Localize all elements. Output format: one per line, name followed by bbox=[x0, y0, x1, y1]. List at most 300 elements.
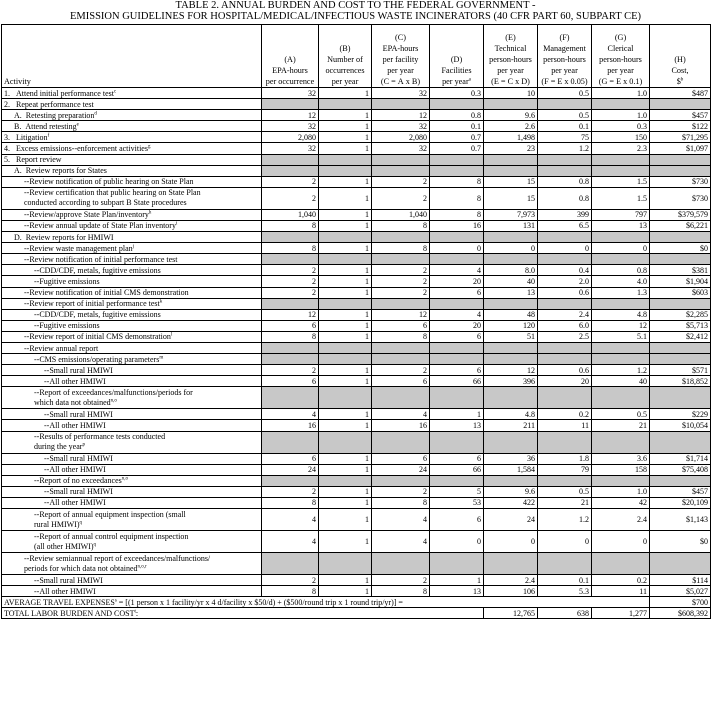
value-cell: 1 bbox=[319, 132, 372, 143]
activity-cell: A. Retesting preparation$^d$ bbox=[2, 110, 262, 121]
total-f: 638 bbox=[538, 608, 592, 619]
value-cell bbox=[430, 431, 484, 453]
value-cell: 15 bbox=[484, 176, 538, 187]
value-cell: 150 bbox=[592, 132, 650, 143]
value-cell: 12 bbox=[372, 110, 430, 121]
value-cell bbox=[484, 553, 538, 575]
footnote-marker: q bbox=[79, 519, 83, 525]
value-cell: 131 bbox=[484, 220, 538, 231]
activity-cell: --Review/approve State Plan/inventory$^h$ bbox=[2, 209, 262, 220]
value-cell: 0.8 bbox=[592, 265, 650, 276]
value-cell: 32 bbox=[262, 121, 319, 132]
table-row bbox=[2, 309, 711, 320]
value-cell bbox=[372, 165, 430, 176]
value-cell bbox=[538, 553, 592, 575]
header-col-2: (B) Number of occurrences per year bbox=[319, 25, 372, 88]
value-cell bbox=[538, 254, 592, 265]
value-cell: 0.7 bbox=[430, 143, 484, 154]
value-cell: 8 bbox=[430, 187, 484, 209]
value-cell: $0 bbox=[650, 531, 711, 553]
value-cell: 10 bbox=[484, 88, 538, 99]
value-cell bbox=[484, 154, 538, 165]
value-cell: 8 bbox=[262, 586, 319, 597]
value-cell: 1 bbox=[319, 287, 372, 298]
value-cell bbox=[484, 254, 538, 265]
activity-cell: --Review certification that public hearing on State Plan conducted according to subpart B State procedures bbox=[2, 187, 262, 209]
activity-cell: --Results of performance tests conducted during the year$^p$ bbox=[2, 431, 262, 453]
value-cell bbox=[650, 387, 711, 409]
value-cell: 15 bbox=[484, 187, 538, 209]
value-cell: 0 bbox=[538, 243, 592, 254]
value-cell bbox=[484, 99, 538, 110]
value-cell: 4 bbox=[372, 409, 430, 420]
value-cell: 1 bbox=[319, 509, 372, 531]
value-cell: 2 bbox=[372, 365, 430, 376]
value-cell: 32 bbox=[262, 88, 319, 99]
value-cell: 20 bbox=[430, 320, 484, 331]
burden-table bbox=[1, 24, 711, 619]
value-cell bbox=[592, 354, 650, 365]
value-cell bbox=[484, 165, 538, 176]
value-cell: 1 bbox=[319, 575, 372, 586]
value-cell: 2 bbox=[262, 486, 319, 497]
value-cell bbox=[538, 298, 592, 309]
value-cell bbox=[650, 165, 711, 176]
value-cell: 1 bbox=[319, 365, 372, 376]
value-cell bbox=[650, 431, 711, 453]
value-cell: 0 bbox=[592, 531, 650, 553]
value-cell: 1 bbox=[430, 575, 484, 586]
value-cell bbox=[372, 99, 430, 110]
value-cell: 2.4 bbox=[484, 575, 538, 586]
footnote-marker: q bbox=[93, 541, 97, 547]
footnote-marker: f bbox=[47, 133, 50, 139]
value-cell: 1 bbox=[319, 143, 372, 154]
value-cell: $1,143 bbox=[650, 509, 711, 531]
value-cell: 1,040 bbox=[372, 209, 430, 220]
activity-cell: --Report of no exceedances$^{n,o}$ bbox=[2, 475, 262, 486]
value-cell: 4.0 bbox=[592, 276, 650, 287]
value-cell: 6 bbox=[430, 331, 484, 342]
value-cell: 6 bbox=[430, 287, 484, 298]
value-cell: 13 bbox=[484, 287, 538, 298]
value-cell: 1,584 bbox=[484, 464, 538, 475]
value-cell bbox=[430, 154, 484, 165]
value-cell: 158 bbox=[592, 464, 650, 475]
value-cell: $75,408 bbox=[650, 464, 711, 475]
header-col-3: (C) EPA-hours per facility per year (C = A x B) bbox=[372, 25, 430, 88]
value-cell: 2 bbox=[262, 575, 319, 586]
value-cell: 4 bbox=[372, 509, 430, 531]
value-cell bbox=[430, 354, 484, 365]
value-cell: 1 bbox=[319, 409, 372, 420]
value-cell bbox=[430, 165, 484, 176]
value-cell: 24 bbox=[484, 509, 538, 531]
value-cell bbox=[319, 387, 372, 409]
activity-cell: --CDD/CDF, metals, fugitive emissions bbox=[2, 309, 262, 320]
value-cell: 66 bbox=[430, 464, 484, 475]
value-cell bbox=[592, 232, 650, 243]
value-cell: 32 bbox=[372, 143, 430, 154]
footnote-marker: l bbox=[170, 332, 173, 338]
footnote-marker: g bbox=[147, 144, 151, 150]
table-row bbox=[2, 232, 711, 243]
value-cell: 4.8 bbox=[592, 309, 650, 320]
table-row bbox=[2, 276, 711, 287]
value-cell: 51 bbox=[484, 331, 538, 342]
value-cell: 2 bbox=[262, 176, 319, 187]
total-e: 12,765 bbox=[484, 608, 538, 619]
value-cell bbox=[430, 254, 484, 265]
value-cell: 0.3 bbox=[430, 88, 484, 99]
table-row bbox=[2, 154, 711, 165]
table-title bbox=[0, 0, 711, 24]
table-row bbox=[2, 553, 711, 575]
value-cell: 1 bbox=[319, 464, 372, 475]
value-cell bbox=[650, 553, 711, 575]
value-cell bbox=[262, 354, 319, 365]
table-row bbox=[2, 420, 711, 431]
value-cell: 6 bbox=[262, 320, 319, 331]
value-cell: 9.6 bbox=[484, 110, 538, 121]
value-cell bbox=[538, 165, 592, 176]
value-cell: 21 bbox=[592, 420, 650, 431]
value-cell: 1.8 bbox=[538, 453, 592, 464]
value-cell bbox=[484, 232, 538, 243]
value-cell: 797 bbox=[592, 209, 650, 220]
value-cell: 2.5 bbox=[538, 331, 592, 342]
value-cell: 5.3 bbox=[538, 586, 592, 597]
activity-cell: 1. Attend initial performance test$^c$ bbox=[2, 88, 262, 99]
value-cell: 8 bbox=[262, 220, 319, 231]
table-row bbox=[2, 331, 711, 342]
activity-cell: 5. Report review bbox=[2, 154, 262, 165]
value-cell: 1.0 bbox=[592, 486, 650, 497]
value-cell: 1 bbox=[319, 320, 372, 331]
travel-cost: $700 bbox=[650, 597, 711, 608]
value-cell: 1 bbox=[319, 220, 372, 231]
header-col-5: (E) Technical person-hours per year (E = C x D) bbox=[484, 25, 538, 88]
value-cell: $2,285 bbox=[650, 309, 711, 320]
value-cell bbox=[484, 387, 538, 409]
table-row bbox=[2, 409, 711, 420]
activity-cell: --Small rural HMIWI bbox=[2, 365, 262, 376]
value-cell: $487 bbox=[650, 88, 711, 99]
value-cell bbox=[592, 154, 650, 165]
value-cell: 1 bbox=[319, 243, 372, 254]
footnote-marker: e bbox=[76, 122, 79, 128]
value-cell: 120 bbox=[484, 320, 538, 331]
value-cell: 1 bbox=[319, 331, 372, 342]
value-cell bbox=[592, 298, 650, 309]
value-cell bbox=[262, 342, 319, 353]
value-cell bbox=[319, 232, 372, 243]
value-cell: 42 bbox=[592, 497, 650, 508]
value-cell bbox=[430, 99, 484, 110]
value-cell: $6,221 bbox=[650, 220, 711, 231]
value-cell: 0.2 bbox=[592, 575, 650, 586]
value-cell bbox=[430, 342, 484, 353]
value-cell bbox=[592, 99, 650, 110]
value-cell: 16 bbox=[372, 420, 430, 431]
value-cell bbox=[592, 254, 650, 265]
value-cell: 0.5 bbox=[538, 110, 592, 121]
value-cell bbox=[650, 342, 711, 353]
activity-cell: --Review notification of initial CMS demonstration bbox=[2, 287, 262, 298]
activity-cell: 3. Litigation$^f$ bbox=[2, 132, 262, 143]
value-cell: 1.3 bbox=[592, 287, 650, 298]
value-cell: $381 bbox=[650, 265, 711, 276]
footnote-marker: p bbox=[82, 442, 85, 448]
footnote-marker: j bbox=[132, 244, 135, 250]
value-cell: 2,080 bbox=[262, 132, 319, 143]
value-cell: 66 bbox=[430, 376, 484, 387]
value-cell: 36 bbox=[484, 453, 538, 464]
value-cell: 1 bbox=[319, 276, 372, 287]
value-cell: 6.0 bbox=[538, 320, 592, 331]
value-cell: 13 bbox=[430, 586, 484, 597]
value-cell: $730 bbox=[650, 176, 711, 187]
value-cell: $18,852 bbox=[650, 376, 711, 387]
value-cell bbox=[538, 99, 592, 110]
value-cell bbox=[592, 165, 650, 176]
table-row bbox=[2, 431, 711, 453]
value-cell: 422 bbox=[484, 497, 538, 508]
value-cell: $457 bbox=[650, 486, 711, 497]
value-cell: 0.5 bbox=[538, 486, 592, 497]
value-cell: 24 bbox=[262, 464, 319, 475]
value-cell bbox=[538, 431, 592, 453]
total-cost: $608,392 bbox=[650, 608, 711, 619]
value-cell bbox=[262, 431, 319, 453]
value-cell: 2.4 bbox=[592, 509, 650, 531]
value-cell bbox=[319, 553, 372, 575]
table-row bbox=[2, 165, 711, 176]
value-cell: 8.0 bbox=[484, 265, 538, 276]
value-cell bbox=[430, 298, 484, 309]
activity-cell: 4. Excess emissions--enforcement activities$^g$ bbox=[2, 143, 262, 154]
value-cell bbox=[319, 154, 372, 165]
value-cell bbox=[484, 342, 538, 353]
value-cell: 0.5 bbox=[538, 88, 592, 99]
value-cell: 2.4 bbox=[538, 309, 592, 320]
activity-cell: --All other HMIWI bbox=[2, 586, 262, 597]
table-row bbox=[2, 132, 711, 143]
value-cell bbox=[484, 475, 538, 486]
value-cell bbox=[262, 154, 319, 165]
value-cell bbox=[319, 342, 372, 353]
value-cell: 4 bbox=[430, 265, 484, 276]
value-cell: 1 bbox=[319, 497, 372, 508]
value-cell: 1.5 bbox=[592, 176, 650, 187]
value-cell: 1 bbox=[319, 265, 372, 276]
value-cell: 2 bbox=[372, 265, 430, 276]
value-cell: 0.8 bbox=[538, 187, 592, 209]
table-row bbox=[2, 486, 711, 497]
table-row bbox=[2, 387, 711, 409]
value-cell: 0 bbox=[538, 531, 592, 553]
value-cell: 2 bbox=[262, 265, 319, 276]
title-line-2: EMISSION GUIDELINES FOR HOSPITAL/MEDICAL/INFECTIOUS WASTE INCINERATORS (40 CFR PART 60, SUBPART CE) bbox=[70, 11, 641, 22]
value-cell: 32 bbox=[372, 88, 430, 99]
value-cell bbox=[592, 342, 650, 353]
value-cell bbox=[319, 431, 372, 453]
value-cell bbox=[262, 475, 319, 486]
value-cell: 7,973 bbox=[484, 209, 538, 220]
footnote-marker: n,o,r bbox=[137, 563, 147, 569]
table-row bbox=[2, 99, 711, 110]
value-cell bbox=[592, 431, 650, 453]
value-cell: 3.6 bbox=[592, 453, 650, 464]
value-cell: $71,295 bbox=[650, 132, 711, 143]
title-line-1: TABLE 2. ANNUAL BURDEN AND COST TO THE FEDERAL GOVERNMENT - bbox=[175, 0, 536, 11]
value-cell: 32 bbox=[262, 143, 319, 154]
value-cell: 12 bbox=[372, 309, 430, 320]
activity-cell: --All other HMIWI bbox=[2, 420, 262, 431]
activity-cell: --Fugitive emissions bbox=[2, 320, 262, 331]
value-cell bbox=[319, 99, 372, 110]
footnote-marker: n,o bbox=[121, 476, 128, 482]
value-cell: 1,040 bbox=[262, 209, 319, 220]
table-row bbox=[2, 254, 711, 265]
value-cell: 24 bbox=[372, 464, 430, 475]
value-cell bbox=[372, 298, 430, 309]
activity-cell: --Review notification of initial performance test bbox=[2, 254, 262, 265]
footnote-marker: k bbox=[159, 299, 163, 305]
value-cell bbox=[538, 232, 592, 243]
table-row bbox=[2, 176, 711, 187]
table-row bbox=[2, 354, 711, 365]
value-cell: 4 bbox=[262, 531, 319, 553]
value-cell: 1 bbox=[319, 376, 372, 387]
activity-cell: --Fugitive emissions bbox=[2, 276, 262, 287]
value-cell: 2 bbox=[372, 187, 430, 209]
value-cell: 2 bbox=[372, 486, 430, 497]
value-cell bbox=[538, 354, 592, 365]
value-cell: 2 bbox=[372, 176, 430, 187]
value-cell: 0.8 bbox=[430, 110, 484, 121]
value-cell: 211 bbox=[484, 420, 538, 431]
table-row bbox=[2, 143, 711, 154]
activity-cell: --CMS emissions/operating parameters$^m$ bbox=[2, 354, 262, 365]
total-label: TOTAL LABOR BURDEN AND COST$^t$: bbox=[2, 608, 484, 619]
value-cell bbox=[484, 354, 538, 365]
value-cell bbox=[484, 298, 538, 309]
value-cell: 6 bbox=[262, 453, 319, 464]
table-row bbox=[2, 497, 711, 508]
value-cell: 6 bbox=[430, 453, 484, 464]
activity-cell: --All other HMIWI bbox=[2, 464, 262, 475]
activity-cell: --CDD/CDF, metals, fugitive emissions bbox=[2, 265, 262, 276]
value-cell bbox=[650, 99, 711, 110]
value-cell: $114 bbox=[650, 575, 711, 586]
value-cell: 0 bbox=[592, 243, 650, 254]
value-cell bbox=[372, 154, 430, 165]
value-cell: 8 bbox=[262, 331, 319, 342]
table-row bbox=[2, 265, 711, 276]
value-cell: $1,714 bbox=[650, 453, 711, 464]
value-cell: 1.5 bbox=[592, 187, 650, 209]
value-cell: 5 bbox=[430, 486, 484, 497]
value-cell: 2 bbox=[262, 365, 319, 376]
value-cell: 2 bbox=[372, 276, 430, 287]
value-cell: 8 bbox=[262, 497, 319, 508]
value-cell: $379,579 bbox=[650, 209, 711, 220]
header-col-6: (F) Management person-hours per year (F = E x 0.05) bbox=[538, 25, 592, 88]
activity-cell: A. Review reports for States bbox=[2, 165, 262, 176]
footnote-marker: m bbox=[159, 354, 164, 360]
value-cell: $5,713 bbox=[650, 320, 711, 331]
activity-cell: --Small rural HMIWI bbox=[2, 409, 262, 420]
value-cell: $5,027 bbox=[650, 586, 711, 597]
activity-cell: --Report of annual control equipment inspection (all other HMIWI)$^q$ bbox=[2, 531, 262, 553]
value-cell: $730 bbox=[650, 187, 711, 209]
table-row bbox=[2, 509, 711, 531]
value-cell: $1,904 bbox=[650, 276, 711, 287]
header-col-7: (G) Clerical person-hours per year (G = E x 0.1) bbox=[592, 25, 650, 88]
table-row bbox=[2, 575, 711, 586]
value-cell: 1 bbox=[319, 531, 372, 553]
value-cell: 1,498 bbox=[484, 132, 538, 143]
table-row bbox=[2, 464, 711, 475]
value-cell: 8 bbox=[372, 243, 430, 254]
value-cell: 0 bbox=[484, 243, 538, 254]
table-row bbox=[2, 531, 711, 553]
value-cell: 20 bbox=[538, 376, 592, 387]
value-cell: 0.6 bbox=[538, 365, 592, 376]
value-cell: 0.6 bbox=[538, 287, 592, 298]
value-cell bbox=[592, 553, 650, 575]
value-cell: 48 bbox=[484, 309, 538, 320]
footnote-marker: h bbox=[148, 210, 152, 216]
value-cell: 2.3 bbox=[592, 143, 650, 154]
activity-cell: --Report of exceedances/malfunctions/periods for which data not obtained$^{n,o}$ bbox=[2, 387, 262, 409]
value-cell: 12 bbox=[484, 365, 538, 376]
value-cell: 8 bbox=[372, 220, 430, 231]
value-cell: 0.3 bbox=[592, 121, 650, 132]
activity-cell: --Review notification of public hearing on State Plan bbox=[2, 176, 262, 187]
value-cell: $10,054 bbox=[650, 420, 711, 431]
value-cell bbox=[319, 254, 372, 265]
value-cell: 8 bbox=[372, 586, 430, 597]
value-cell bbox=[430, 232, 484, 243]
total-g: 1,277 bbox=[592, 608, 650, 619]
value-cell bbox=[262, 99, 319, 110]
value-cell: 4 bbox=[372, 531, 430, 553]
footnote-marker: d bbox=[94, 111, 97, 117]
value-cell bbox=[262, 298, 319, 309]
value-cell bbox=[592, 387, 650, 409]
value-cell bbox=[650, 232, 711, 243]
value-cell bbox=[319, 298, 372, 309]
value-cell: $0 bbox=[650, 243, 711, 254]
value-cell: 4 bbox=[262, 509, 319, 531]
table-row bbox=[2, 121, 711, 132]
value-cell bbox=[538, 475, 592, 486]
value-cell bbox=[650, 254, 711, 265]
activity-cell: --Review annual update of State Plan inventory$^i$ bbox=[2, 220, 262, 231]
value-cell: 4.8 bbox=[484, 409, 538, 420]
value-cell: 1 bbox=[319, 88, 372, 99]
value-cell: 23 bbox=[484, 143, 538, 154]
header-activity: Activity bbox=[2, 25, 262, 88]
value-cell: 0.5 bbox=[592, 409, 650, 420]
value-cell: 0.1 bbox=[430, 121, 484, 132]
value-cell bbox=[262, 553, 319, 575]
value-cell: 8 bbox=[430, 209, 484, 220]
table-row bbox=[2, 209, 711, 220]
header-row bbox=[2, 25, 711, 88]
